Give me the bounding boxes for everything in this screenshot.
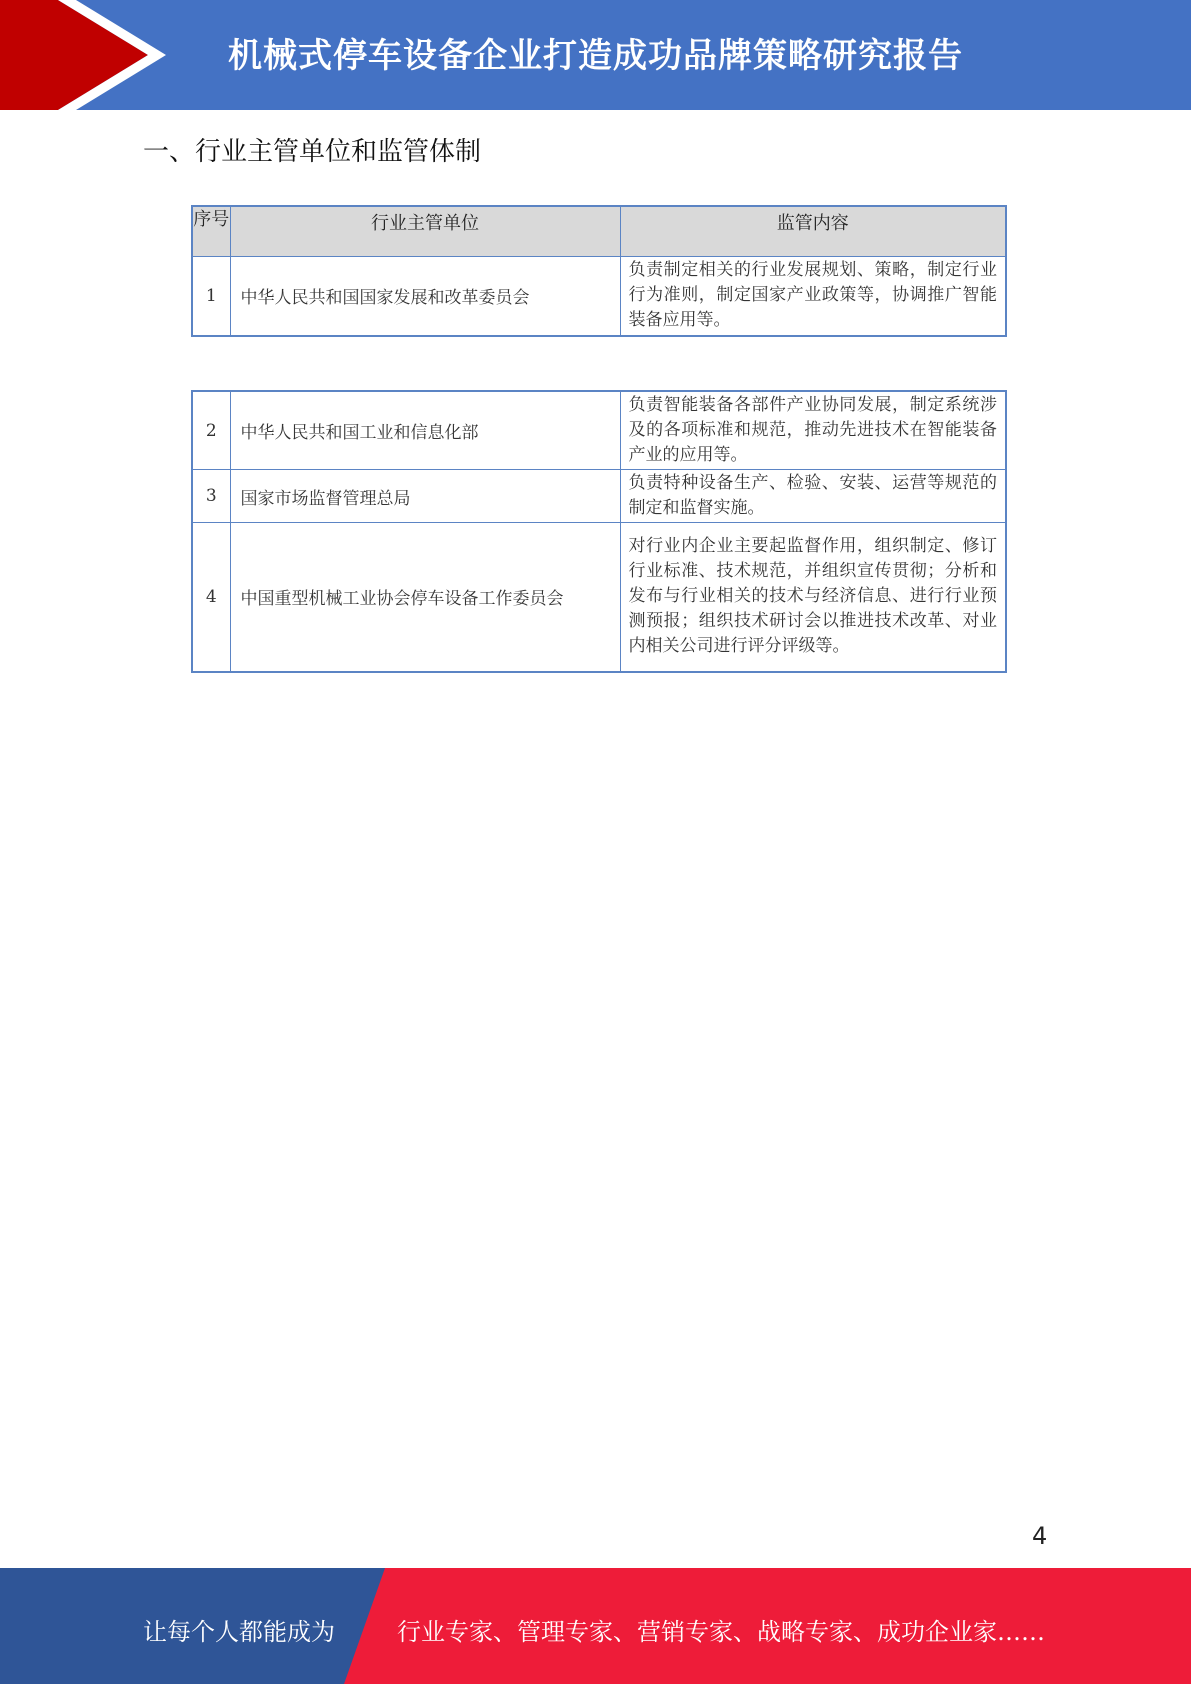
row-num: 4 (192, 523, 230, 672)
row-num: 1 (192, 256, 230, 336)
row-content: 对行业内企业主要起监督作用，组织制定、修订行业标准、技术规范，并组织宣传贯彻；分析和发布与行业相关的技术与经济信息、进行行业预测预报；组织技术研讨会以推进技术改革、对业内相关公司进行评分评级等。 (620, 523, 1006, 672)
row-num: 2 (192, 391, 230, 470)
footer-slogan-left: 让每个人都能成为 (143, 1618, 335, 1646)
page-number: 4 (1032, 1522, 1048, 1550)
table-row (192, 256, 1006, 336)
report-title: 机械式停车设备企业打造成功品牌策略研究报告 (228, 36, 963, 76)
regulator-table-part1 (191, 205, 1007, 337)
row-unit: 中国重型机械工业协会停车设备工作委员会 (230, 523, 620, 672)
row-unit: 国家市场监督管理总局 (230, 470, 620, 523)
header-unit: 行业主管单位 (230, 206, 620, 256)
chevron-decoration (0, 0, 170, 110)
header-banner (0, 0, 1191, 110)
table-row (192, 470, 1006, 523)
table-row (192, 391, 1006, 470)
regulator-table-part2 (191, 390, 1007, 673)
section-heading: 一、行业主管单位和监管体制 (143, 137, 482, 167)
row-content: 负责特种设备生产、检验、安装、运营等规范的制定和监督实施。 (620, 470, 1006, 523)
row-unit: 中华人民共和国国家发展和改革委员会 (230, 256, 620, 336)
row-content: 负责智能装备各部件产业协同发展，制定系统涉及的各项标准和规范，推动先进技术在智能装备产业的应用等。 (620, 391, 1006, 470)
table-row (192, 523, 1006, 672)
row-content: 负责制定相关的行业发展规划、策略，制定行业行为准则，制定国家产业政策等，协调推广智能装备应用等。 (620, 256, 1006, 336)
footer-banner (0, 1568, 1191, 1684)
table-header-row (192, 206, 1006, 256)
row-unit: 中华人民共和国工业和信息化部 (230, 391, 620, 470)
footer-slogan-right: 行业专家、管理专家、营销专家、战略专家、成功企业家…… (397, 1618, 1045, 1646)
header-num: 序号 (192, 206, 230, 256)
row-num: 3 (192, 470, 230, 523)
header-content: 监管内容 (620, 206, 1006, 256)
